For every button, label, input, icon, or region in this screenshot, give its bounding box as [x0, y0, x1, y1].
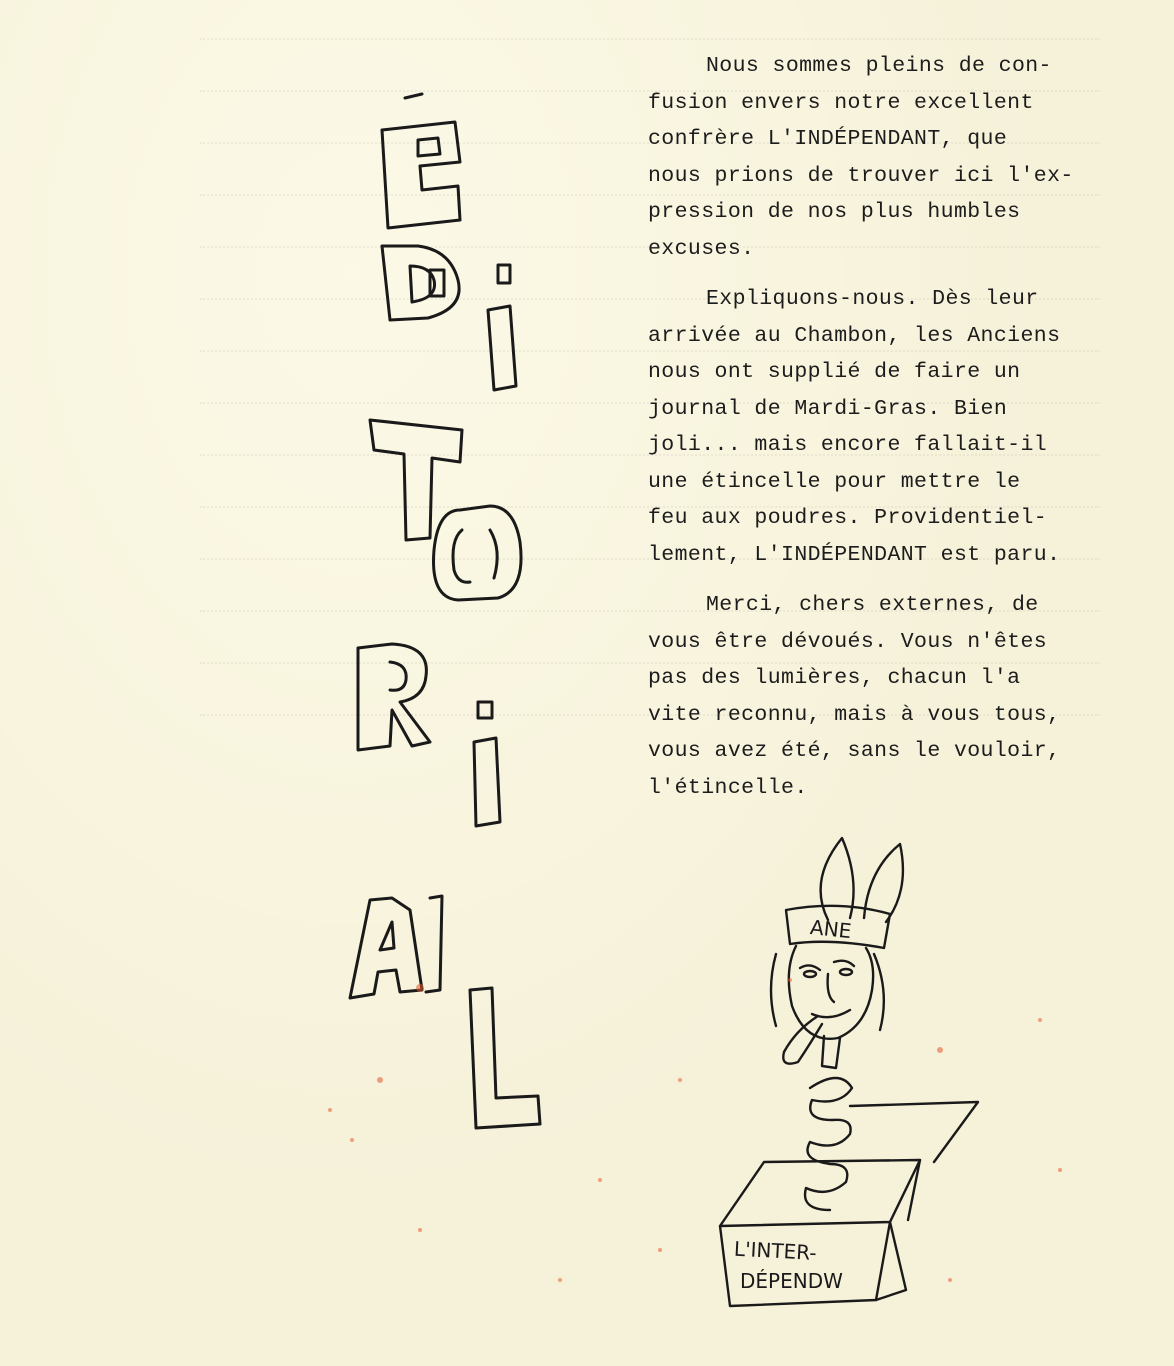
- title-letter-t: [330, 70, 462, 540]
- text-line: confrère L'INDÉPENDANT, que: [648, 127, 1008, 151]
- editorial-title: [330, 70, 560, 1140]
- text-line: vite reconnu, mais à vous tous,: [648, 702, 1061, 727]
- paragraph-2: [648, 281, 1148, 573]
- title-letter-i1: [330, 70, 516, 390]
- text-line: une étincelle pour mettre le: [648, 469, 1021, 494]
- text-line: vous être dévoués. Vous n'êtes: [648, 629, 1048, 654]
- text-line: lement, L'INDÉPENDANT est paru.: [648, 542, 1061, 567]
- jack-in-the-box-cartoon: [700, 830, 1000, 1320]
- text-line: vous avez été, sans le vouloir,: [648, 739, 1061, 763]
- text-line: excuses.: [648, 236, 755, 261]
- open-box: [720, 1102, 978, 1306]
- title-letter-e: [330, 70, 460, 228]
- text-line: Expliquons-nous. Dès leur: [706, 287, 1039, 311]
- paragraph-3: [648, 587, 1148, 806]
- dunce-hat-band: [786, 906, 890, 948]
- face-icon: [771, 946, 884, 1064]
- title-letter-d: [330, 70, 459, 320]
- title-letter-o: [330, 70, 521, 600]
- text-line: pas des lumières, chacun l'a: [648, 666, 1021, 690]
- text-line: arrivée au Chambon, les Anciens: [648, 323, 1061, 348]
- text-line: journal de Mardi-Gras. Bien: [648, 396, 1008, 421]
- text-line: feu aux poudres. Providentiel-: [648, 506, 1048, 530]
- text-line: l'étincelle.: [648, 775, 808, 800]
- spring-icon: [805, 1036, 852, 1210]
- text-line: nous prions de trouver ici l'ex-: [648, 163, 1074, 188]
- text-line: Nous sommes pleins de con-: [706, 54, 1052, 78]
- box-label-line1: L'INTER-: [733, 1236, 818, 1265]
- donkey-ears-icon: [821, 838, 903, 922]
- editorial-body: [648, 48, 1148, 820]
- text-line: nous ont supplié de faire un: [648, 360, 1021, 384]
- text-line: fusion envers notre excellent: [648, 90, 1034, 115]
- title-letter-r: [330, 70, 430, 750]
- text-line: pression de nos plus humbles: [648, 200, 1021, 224]
- box-label-line2: DÉPENDW: [740, 1269, 843, 1293]
- text-line: Merci, chers externes, de: [706, 593, 1039, 617]
- paragraph-1: [648, 48, 1148, 267]
- hat-label: ANE: [808, 914, 853, 944]
- title-letter-i2: [330, 70, 500, 826]
- text-line: joli... mais encore fallait-il: [648, 433, 1048, 457]
- title-letter-l: [330, 70, 540, 1128]
